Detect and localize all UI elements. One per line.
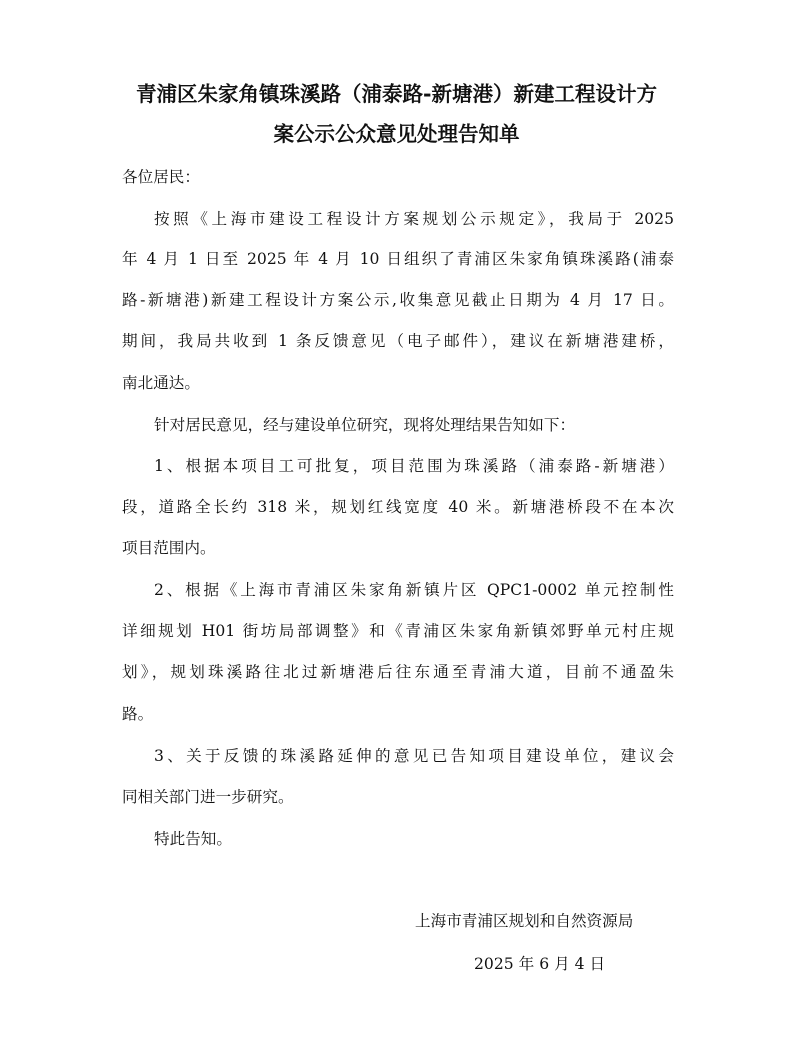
- item-3-line: 同相关部门进一步研究。: [122, 788, 294, 806]
- document-title-line-2: 案公示公众意见处理告知单: [273, 122, 520, 146]
- item-3-line: 3、关于反馈的珠溪路延伸的意见已告知项目建设单位，建议会: [154, 747, 674, 765]
- paragraph-1-line: 年 4 月 1 日至 2025 年 4 月 10 日组织了青浦区朱家角镇珠溪路(浦泰: [122, 250, 674, 268]
- item-2-line: 路。: [122, 705, 154, 723]
- paragraph-1-line: 南北通达。: [122, 374, 200, 392]
- item-1-line: 段，道路全长约 318 米，规划红线宽度 40 米。新塘港桥段不在本次: [122, 498, 674, 516]
- salutation: 各位居民：: [122, 168, 200, 186]
- paragraph-1-line: 路-新塘港)新建工程设计方案公示,收集意见截止日期为 4 月 17 日。: [122, 291, 674, 309]
- item-2-line: 2、根据《上海市青浦区朱家角新镇片区 QPC1-0002 单元控制性: [154, 581, 674, 599]
- item-2-line: 划》，规划珠溪路往北过新塘港后往东通至青浦大道，目前不通盈朱: [122, 663, 674, 681]
- item-1-line: 项目范围内。: [122, 539, 216, 557]
- document-title-line-1: 青浦区朱家角镇珠溪路（浦泰路-新塘港）新建工程设计方: [135, 82, 657, 106]
- paragraph-2: 针对居民意见，经与建设单位研究，现将处理结果告知如下：: [154, 416, 576, 434]
- item-2-line: 详细规划 H01 街坊局部调整》和《青浦区朱家角新镇郊野单元村庄规: [122, 622, 674, 640]
- item-1-line: 1、根据本项目工可批复，项目范围为珠溪路（浦泰路-新塘港）: [154, 457, 674, 475]
- closing: 特此告知。: [154, 830, 232, 848]
- paragraph-1-line: 期间，我局共收到 1 条反馈意见（电子邮件），建议在新塘港建桥，: [122, 332, 674, 350]
- signature-date: 2025 年 6 月 4 日: [474, 955, 606, 973]
- signature-org: 上海市青浦区规划和自然资源局: [415, 912, 634, 930]
- paragraph-1-line: 按照《上海市建设工程设计方案规划公示规定》，我局于 2025: [154, 210, 674, 228]
